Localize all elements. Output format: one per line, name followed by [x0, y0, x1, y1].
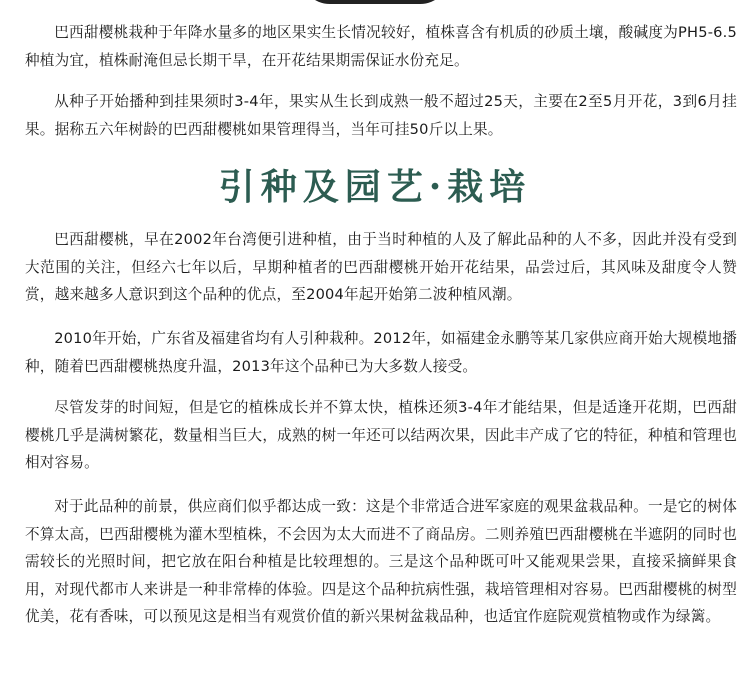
section-heading: 引种及园艺·栽培 [218, 166, 532, 208]
top-decorative-arc [300, 0, 450, 4]
intro-paragraph-climate: 巴西甜樱桃栽种于年降水量多的地区果实生长情况较好，植株喜含有机质的砂质土壤，酸碱度为PH5-6.5种植为宜，植株耐淹但忌长期干旱，在开花结果期需保证水份充足。 [25, 24, 737, 69]
section-paragraph-growth: 尽管发芽的时间短，但是它的植株成长并不算太快，植株还须3-4年才能结果，但是适逢开花期，巴西甜樱桃几乎是满树繁花，数量相当巨大，成熟的树一年还可以结两次果，因此丰产成了它的特征，种植和管理也相对容易。 [25, 399, 737, 471]
section-paragraph-spread: 2010年开始，广东省及福建省均有人引种栽种。2012年，如福建金永鹏等某几家供应商开始大规模地播种，随着巴西甜樱桃热度升温，2013年这个品种已为大多数人接受。 [25, 330, 737, 375]
intro-paragraph-fruiting: 从种子开始播种到挂果须时3-4年，果实从生长到成熟一般不超过25天，主要在2至5月开花，3到6月挂果。据称五六年树龄的巴西甜樱桃如果管理得当，当年可挂50斤以上果。 [25, 93, 737, 138]
section-paragraph-introduction-history: 巴西甜樱桃，早在2002年台湾便引进种植，由于当时种植的人及了解此品种的人不多，因此并没有受到大范围的关注，但经六七年以后，早期种植者的巴西甜樱桃开始开花结果，品尝过后，其风味及甜度令人赞赏，越来越多人意识到这个品种的优点，至2004年起开始第二波种植风潮。 [25, 231, 737, 303]
section-paragraph-prospects: 对于此品种的前景，供应商们似乎都达成一致：这是个非常适合进军家庭的观果盆栽品种。一是它的树体不算太高，巴西甜樱桃为灌木型植株，不会因为太大而进不了商品房。二则养殖巴西甜樱桃在半遮阴的同时也需较长的光照时间，把它放在阳台种植是比较理想的。三是这个品种既可叶又能观果尝果，直接采摘鲜果食用，对现代都市人来讲是一种非常棒的体验。四是这个品种抗病性强，栽培管理相对容易。巴西甜樱桃的树型优美，花有香味，可以预见这是相当有观赏价值的新兴果树盆栽品种，也适宜作庭院观赏植物或作为绿篱。 [25, 498, 737, 625]
